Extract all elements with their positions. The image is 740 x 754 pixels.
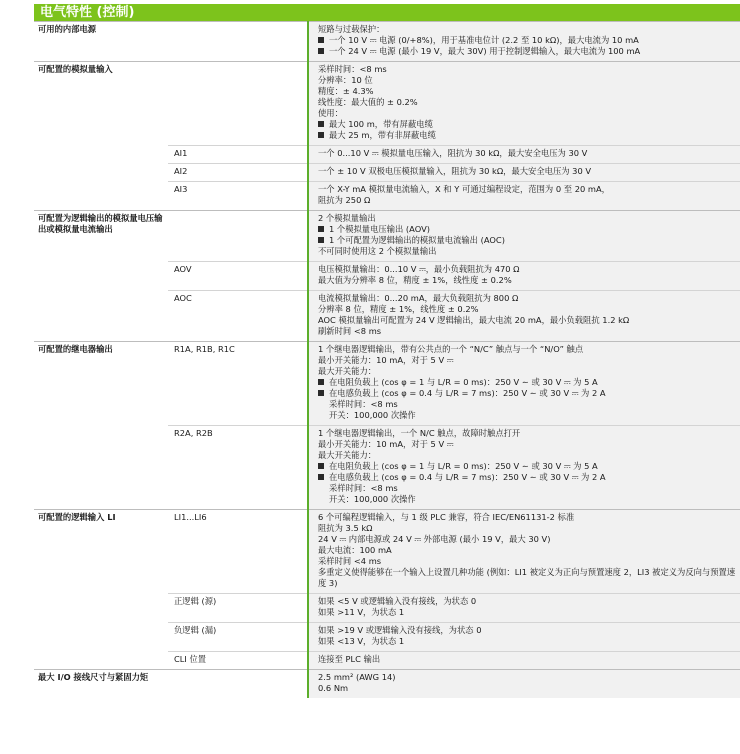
value-text: 1 个可配置为逻辑输出的模拟量电流输出 (AOC) <box>329 235 505 245</box>
value-text: 线性度：最大值的 ± 0.2% <box>318 97 418 107</box>
value-line <box>318 315 736 326</box>
value-line <box>318 264 736 275</box>
value-text: 1 个模拟量电压输出 (AOV) <box>329 224 430 234</box>
value-text: 如果 >11 V，为状态 1 <box>318 607 405 617</box>
value-text: 6 个可编程逻辑输入，与 1 级 PLC 兼容，符合 IEC/EN61131-2 标准 <box>318 512 575 522</box>
spec-row <box>34 426 740 510</box>
spec-value <box>308 623 740 652</box>
spec-row <box>34 652 740 670</box>
value-line <box>318 24 736 35</box>
value-text: 一个 10 V ⎓ 电源 (0/+8%)，用于基准电位计 (2.2 至 10 kΩ)，最大电流为 10 mA <box>329 35 639 45</box>
value-line <box>318 64 736 75</box>
bullet-line <box>318 46 736 57</box>
spec-sublabel: 负逻辑 (漏) <box>168 623 308 652</box>
spec-row <box>34 146 740 164</box>
spec-value <box>308 211 740 262</box>
spec-sublabel <box>168 211 308 262</box>
value-text: 最大开关能力： <box>318 450 377 460</box>
value-line <box>318 246 736 257</box>
spec-row <box>34 62 740 146</box>
spec-value <box>308 510 740 594</box>
spec-label <box>34 426 168 510</box>
bullet-line <box>318 130 736 141</box>
spec-sublabel: 正逻辑 (源) <box>168 594 308 623</box>
square-bullet-icon <box>318 463 324 469</box>
spec-value <box>308 426 740 510</box>
spec-label: 最大 I/O 接线尺寸与紧固力矩 <box>34 670 168 699</box>
value-line <box>318 275 736 286</box>
value-text: 电压模拟量输出：0...10 V ⎓，最小负载阻抗为 470 Ω <box>318 264 520 274</box>
spec-table <box>34 21 740 698</box>
value-text: 在电感负载上 (cos φ = 0.4 与 L/R = 7 ms)：250 V ∼ 或 30 V ⎓ 为 2 A <box>329 388 606 398</box>
spec-value <box>308 146 740 164</box>
value-text: 最大开关能力： <box>318 366 377 376</box>
square-bullet-icon <box>318 474 324 480</box>
section-title: 电气特性 (控制) <box>34 4 740 21</box>
spec-row <box>34 164 740 182</box>
value-line <box>318 293 736 304</box>
spec-label: 可配置的逻辑输入 LI <box>34 510 168 594</box>
value-line <box>318 654 736 665</box>
spec-table-body <box>34 22 740 699</box>
spec-value <box>308 22 740 62</box>
bullet-line <box>318 388 736 399</box>
bullet-line <box>318 224 736 235</box>
spec-label <box>34 291 168 342</box>
spec-value <box>308 342 740 426</box>
value-line <box>318 399 736 410</box>
value-line <box>318 512 736 523</box>
spec-label <box>34 262 168 291</box>
spec-sublabel: CLI 位置 <box>168 652 308 670</box>
value-text: 如果 >19 V 或逻辑输入没有接线，为状态 0 <box>318 625 482 635</box>
spec-sublabel <box>168 62 308 146</box>
bullet-line <box>318 119 736 130</box>
bullet-line <box>318 461 736 472</box>
value-line <box>318 494 736 505</box>
value-text: 多重定义使得能够在一个输入上设置几种功能 (例如：LI1 被定义为正向与预置速度 2，LI3 被定义为反向与预置速度 3) <box>318 567 736 588</box>
spec-label <box>34 146 168 164</box>
value-text: 阻抗为 3.5 kΩ <box>318 523 373 533</box>
spec-value <box>308 262 740 291</box>
value-line <box>318 108 736 119</box>
value-line <box>318 366 736 377</box>
value-text: 0.6 Nm <box>318 683 349 693</box>
value-line <box>318 97 736 108</box>
spec-label <box>34 623 168 652</box>
spec-value <box>308 164 740 182</box>
value-text: 开关：100,000 次操作 <box>329 494 416 504</box>
value-text: AOC 模拟量输出可配置为 24 V 逻辑输出，最大电流 20 mA，最小负载阻抗 1.2 kΩ <box>318 315 630 325</box>
value-text: 最大电流：100 mA <box>318 545 392 555</box>
square-bullet-icon <box>318 379 324 385</box>
value-line <box>318 75 736 86</box>
value-text: 短路与过载保护： <box>318 24 385 34</box>
bullet-line <box>318 35 736 46</box>
spec-row <box>34 623 740 652</box>
value-line <box>318 213 736 224</box>
bullet-line <box>318 235 736 246</box>
value-text: 一个 0...10 V ⎓ 模拟量电压输入，阻抗为 30 kΩ，最大安全电压为 30 V <box>318 148 588 158</box>
value-text: 一个 X-Y mA 模拟量电流输入，X 和 Y 可通过编程设定，范围为 0 至 20 mA， <box>318 184 610 194</box>
value-line <box>318 534 736 545</box>
spec-row <box>34 291 740 342</box>
spec-value <box>308 652 740 670</box>
value-text: 如果 <13 V，为状态 1 <box>318 636 405 646</box>
value-line <box>318 523 736 534</box>
value-line <box>318 428 736 439</box>
value-line <box>318 355 736 366</box>
spec-row <box>34 670 740 699</box>
value-line <box>318 86 736 97</box>
value-line <box>318 607 736 618</box>
spec-label: 可配置的继电器输出 <box>34 342 168 426</box>
value-text: 刷新时间 <8 ms <box>318 326 382 336</box>
value-text: 1 个继电器逻辑输出，一个 N/C 触点，故障时触点打开 <box>318 428 521 438</box>
value-text: 不可同时使用这 2 个模拟量输出 <box>318 246 437 256</box>
value-text: 分辨率：10 位 <box>318 75 373 85</box>
value-text: 如果 <5 V 或逻辑输入没有接线，为状态 0 <box>318 596 477 606</box>
value-text: 最小开关能力：10 mA，对于 5 V ⎓ <box>318 355 454 365</box>
spec-label <box>34 164 168 182</box>
spec-label <box>34 594 168 623</box>
value-line <box>318 625 736 636</box>
value-text: 在电阻负载上 (cos φ = 1 与 L/R = 0 ms)：250 V ∼ 或 30 V ⎓ 为 5 A <box>329 461 598 471</box>
spec-sublabel: AOV <box>168 262 308 291</box>
square-bullet-icon <box>318 226 324 232</box>
spec-sublabel: AI1 <box>168 146 308 164</box>
value-text: 最大 25 m，带有非屏蔽电缆 <box>329 130 436 140</box>
spec-sublabel <box>168 22 308 62</box>
value-text: 一个 24 V ⎓ 电源 (最小 19 V，最大 30V) 用于控制逻辑输入，最大电流为 100 mA <box>329 46 641 56</box>
spec-row <box>34 182 740 211</box>
spec-label <box>34 182 168 211</box>
value-line <box>318 195 736 206</box>
value-line <box>318 326 736 337</box>
bullet-line <box>318 472 736 483</box>
bullet-line <box>318 377 736 388</box>
spec-sublabel: AI3 <box>168 182 308 211</box>
value-text: 使用： <box>318 108 343 118</box>
value-text: 采样时间：<8 ms <box>318 64 387 74</box>
square-bullet-icon <box>318 48 324 54</box>
spec-sublabel: LI1...LI6 <box>168 510 308 594</box>
value-text: 在电阻负载上 (cos φ = 1 与 L/R = 0 ms)：250 V ∼ 或 30 V ⎓ 为 5 A <box>329 377 598 387</box>
spec-row <box>34 211 740 262</box>
value-text: 阻抗为 250 Ω <box>318 195 371 205</box>
spec-value <box>308 182 740 211</box>
value-line <box>318 596 736 607</box>
value-line <box>318 483 736 494</box>
value-line <box>318 567 736 589</box>
value-text: 最大 100 m，带有屏蔽电缆 <box>329 119 433 129</box>
spec-row <box>34 342 740 426</box>
square-bullet-icon <box>318 132 324 138</box>
spec-label <box>34 652 168 670</box>
value-text: 最小开关能力：10 mA，对于 5 V ⎓ <box>318 439 454 449</box>
value-text: 一个 ± 10 V 双极电压模拟量输入，阻抗为 30 kΩ，最大安全电压为 30 V <box>318 166 592 176</box>
spec-value <box>308 670 740 699</box>
value-line <box>318 672 736 683</box>
square-bullet-icon <box>318 121 324 127</box>
value-line <box>318 184 736 195</box>
spec-sublabel <box>168 670 308 699</box>
spec-sublabel: AOC <box>168 291 308 342</box>
value-text: 在电感负载上 (cos φ = 0.4 与 L/R = 7 ms)：250 V ∼ 或 30 V ⎓ 为 2 A <box>329 472 606 482</box>
value-line <box>318 683 736 694</box>
spec-row <box>34 594 740 623</box>
square-bullet-icon <box>318 390 324 396</box>
value-line <box>318 450 736 461</box>
value-line <box>318 344 736 355</box>
spec-row <box>34 510 740 594</box>
square-bullet-icon <box>318 237 324 243</box>
value-text: 分辨率 8 位，精度 ± 1%，线性度 ± 0.2% <box>318 304 479 314</box>
spec-label: 可用的内部电源 <box>34 22 168 62</box>
spec-label: 可配置为逻辑输出的模拟量电压输出或模拟量电流输出 <box>34 211 168 262</box>
spec-value <box>308 594 740 623</box>
value-line <box>318 304 736 315</box>
value-line <box>318 545 736 556</box>
value-text: 最大值为分辨率 8 位，精度 ± 1%，线性度 ± 0.2% <box>318 275 512 285</box>
value-line <box>318 439 736 450</box>
spec-sublabel: AI2 <box>168 164 308 182</box>
value-text: 电流模拟量输出：0...20 mA，最大负载阻抗为 800 Ω <box>318 293 519 303</box>
spec-value <box>308 291 740 342</box>
value-text: 2 个模拟量输出 <box>318 213 376 223</box>
value-text: 采样时间：<8 ms <box>329 483 398 493</box>
spec-sublabel: R2A, R2B <box>168 426 308 510</box>
value-text: 精度：± 4.3% <box>318 86 374 96</box>
value-text: 采样时间：<8 ms <box>329 399 398 409</box>
value-text: 连接至 PLC 输出 <box>318 654 381 664</box>
value-text: 2.5 mm² (AWG 14) <box>318 672 396 682</box>
spec-row <box>34 22 740 62</box>
value-text: 采样时间 <4 ms <box>318 556 382 566</box>
spec-sublabel: R1A, R1B, R1C <box>168 342 308 426</box>
value-line <box>318 166 736 177</box>
square-bullet-icon <box>318 37 324 43</box>
value-line <box>318 148 736 159</box>
value-text: 开关：100,000 次操作 <box>329 410 416 420</box>
value-text: 24 V ⎓ 内部电源或 24 V ⎓ 外部电源 (最小 19 V，最大 30 V) <box>318 534 551 544</box>
value-line <box>318 410 736 421</box>
spec-row <box>34 262 740 291</box>
value-line <box>318 556 736 567</box>
value-line <box>318 636 736 647</box>
spec-label: 可配置的模拟量输入 <box>34 62 168 146</box>
value-text: 1 个继电器逻辑输出，带有公共点的一个 “N/C” 触点与一个 “N/O” 触点 <box>318 344 584 354</box>
spec-value <box>308 62 740 146</box>
